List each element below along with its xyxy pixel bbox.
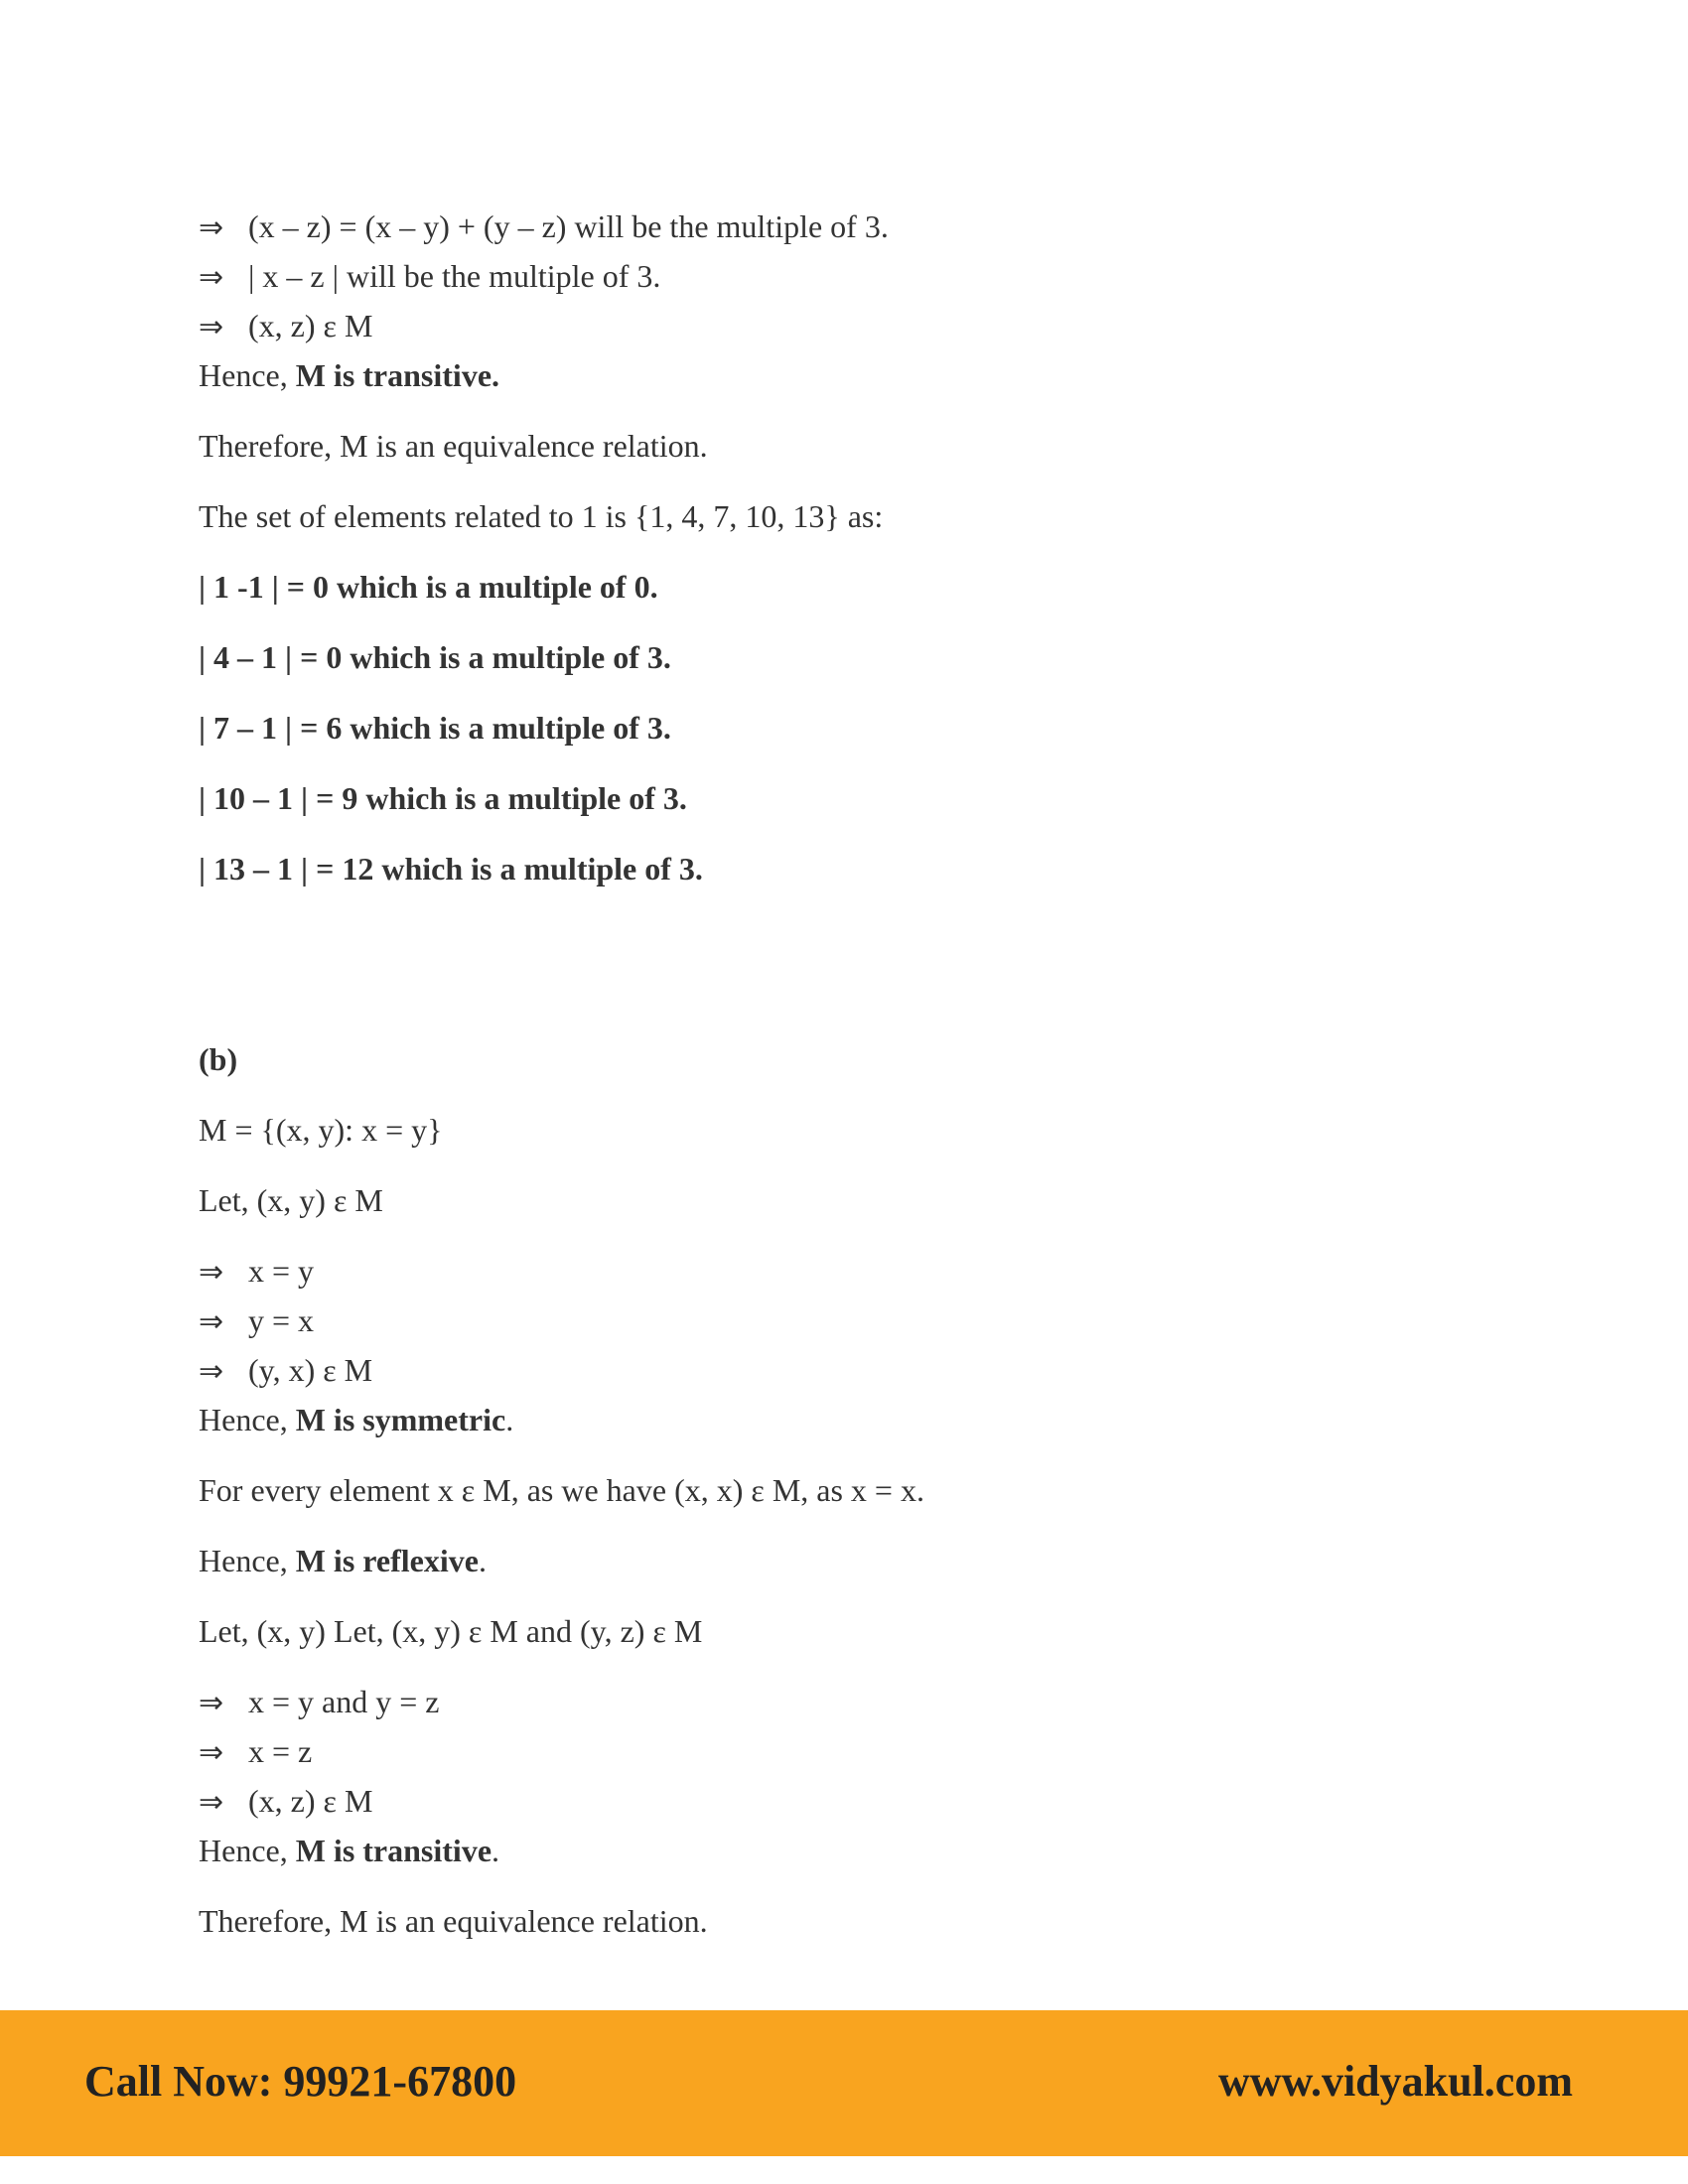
hence-prefix: Hence, bbox=[199, 1833, 296, 1868]
implies-arrow: ⇒ bbox=[199, 1304, 224, 1339]
derivation-line bbox=[199, 301, 1489, 350]
check-text: | 4 – 1 | = 0 which is a multiple of 3. bbox=[199, 639, 671, 675]
symmetric-conclusion bbox=[199, 1395, 1489, 1444]
check-text: | 7 – 1 | = 6 which is a multiple of 3. bbox=[199, 710, 671, 746]
implies-arrow: ⇒ bbox=[199, 1686, 224, 1720]
check-line bbox=[199, 773, 1489, 823]
equivalence-conclusion: Therefore, M is an equivalence relation. bbox=[199, 428, 708, 464]
hence-prefix: Hence, bbox=[199, 357, 296, 393]
derivation-line bbox=[199, 1345, 1489, 1395]
implies-arrow: ⇒ bbox=[199, 1785, 224, 1820]
derivation-line bbox=[199, 251, 1489, 301]
derivation-text: (x, z) ε M bbox=[248, 308, 373, 343]
derivation-text: x = z bbox=[248, 1733, 313, 1769]
check-text: | 1 -1 | = 0 which is a multiple of 0. bbox=[199, 569, 658, 605]
reflexive-conclusion bbox=[199, 1536, 1489, 1585]
symmetric-statement: M is symmetric bbox=[295, 1402, 506, 1437]
check-line bbox=[199, 844, 1489, 893]
period: . bbox=[505, 1402, 514, 1437]
derivation-text: x = y bbox=[248, 1253, 315, 1289]
check-text: | 13 – 1 | = 12 which is a multiple of 3. bbox=[199, 851, 703, 887]
relation-definition: M = {(x, y): x = y} bbox=[199, 1112, 443, 1148]
derivation-line bbox=[199, 1726, 1489, 1776]
footer-banner bbox=[0, 2010, 1688, 2156]
let-statement: Let, (x, y) Let, (x, y) ε M and (y, z) ε M bbox=[199, 1613, 703, 1649]
period: . bbox=[492, 1833, 500, 1868]
implies-arrow: ⇒ bbox=[199, 260, 224, 295]
derivation-text: | x – z | will be the multiple of 3. bbox=[248, 258, 661, 294]
website-link[interactable]: www.vidyakul.com bbox=[1218, 2057, 1573, 2106]
derivation-line bbox=[199, 1296, 1489, 1345]
check-line bbox=[199, 703, 1489, 752]
derivation-text: y = x bbox=[248, 1302, 315, 1338]
reflexive-statement: M is reflexive bbox=[295, 1543, 479, 1578]
reflexive-statement-line: For every element x ε M, as we have (x, x) ε M, as x = x. bbox=[199, 1472, 924, 1508]
implies-arrow: ⇒ bbox=[199, 1354, 224, 1389]
call-now-phone: Call Now: 99921-67800 bbox=[84, 2057, 517, 2106]
page-content bbox=[199, 202, 1489, 1946]
period: . bbox=[478, 1543, 487, 1578]
implies-arrow: ⇒ bbox=[199, 310, 224, 344]
transitive-conclusion bbox=[199, 350, 1489, 400]
let-statement: Let, (x, y) ε M bbox=[199, 1182, 383, 1218]
derivation-text: (x, z) ε M bbox=[248, 1783, 373, 1819]
derivation-line bbox=[199, 1246, 1489, 1296]
implies-arrow: ⇒ bbox=[199, 1735, 224, 1770]
derivation-line bbox=[199, 202, 1489, 251]
part-b-label bbox=[199, 1034, 1489, 1084]
implies-arrow: ⇒ bbox=[199, 210, 224, 245]
related-set-intro: The set of elements related to 1 is {1, 4, 7, 10, 13} as: bbox=[199, 498, 884, 534]
derivation-line bbox=[199, 1677, 1489, 1726]
transitive-statement: M is transitive bbox=[295, 1833, 492, 1868]
equivalence-conclusion: Therefore, M is an equivalence relation. bbox=[199, 1903, 708, 1939]
transitive-statement: M is transitive. bbox=[295, 357, 500, 393]
check-line bbox=[199, 632, 1489, 682]
transitive-conclusion bbox=[199, 1826, 1489, 1875]
derivation-text: x = y and y = z bbox=[248, 1684, 440, 1719]
check-text: | 10 – 1 | = 9 which is a multiple of 3. bbox=[199, 780, 687, 816]
derivation-text: (y, x) ε M bbox=[248, 1352, 373, 1388]
implies-arrow: ⇒ bbox=[199, 1255, 224, 1290]
part-label: (b) bbox=[199, 1041, 238, 1077]
check-line bbox=[199, 562, 1489, 612]
derivation-text: (x – z) = (x – y) + (y – z) will be the multiple of 3. bbox=[248, 208, 889, 244]
hence-prefix: Hence, bbox=[199, 1543, 296, 1578]
hence-prefix: Hence, bbox=[199, 1402, 296, 1437]
derivation-line bbox=[199, 1776, 1489, 1826]
